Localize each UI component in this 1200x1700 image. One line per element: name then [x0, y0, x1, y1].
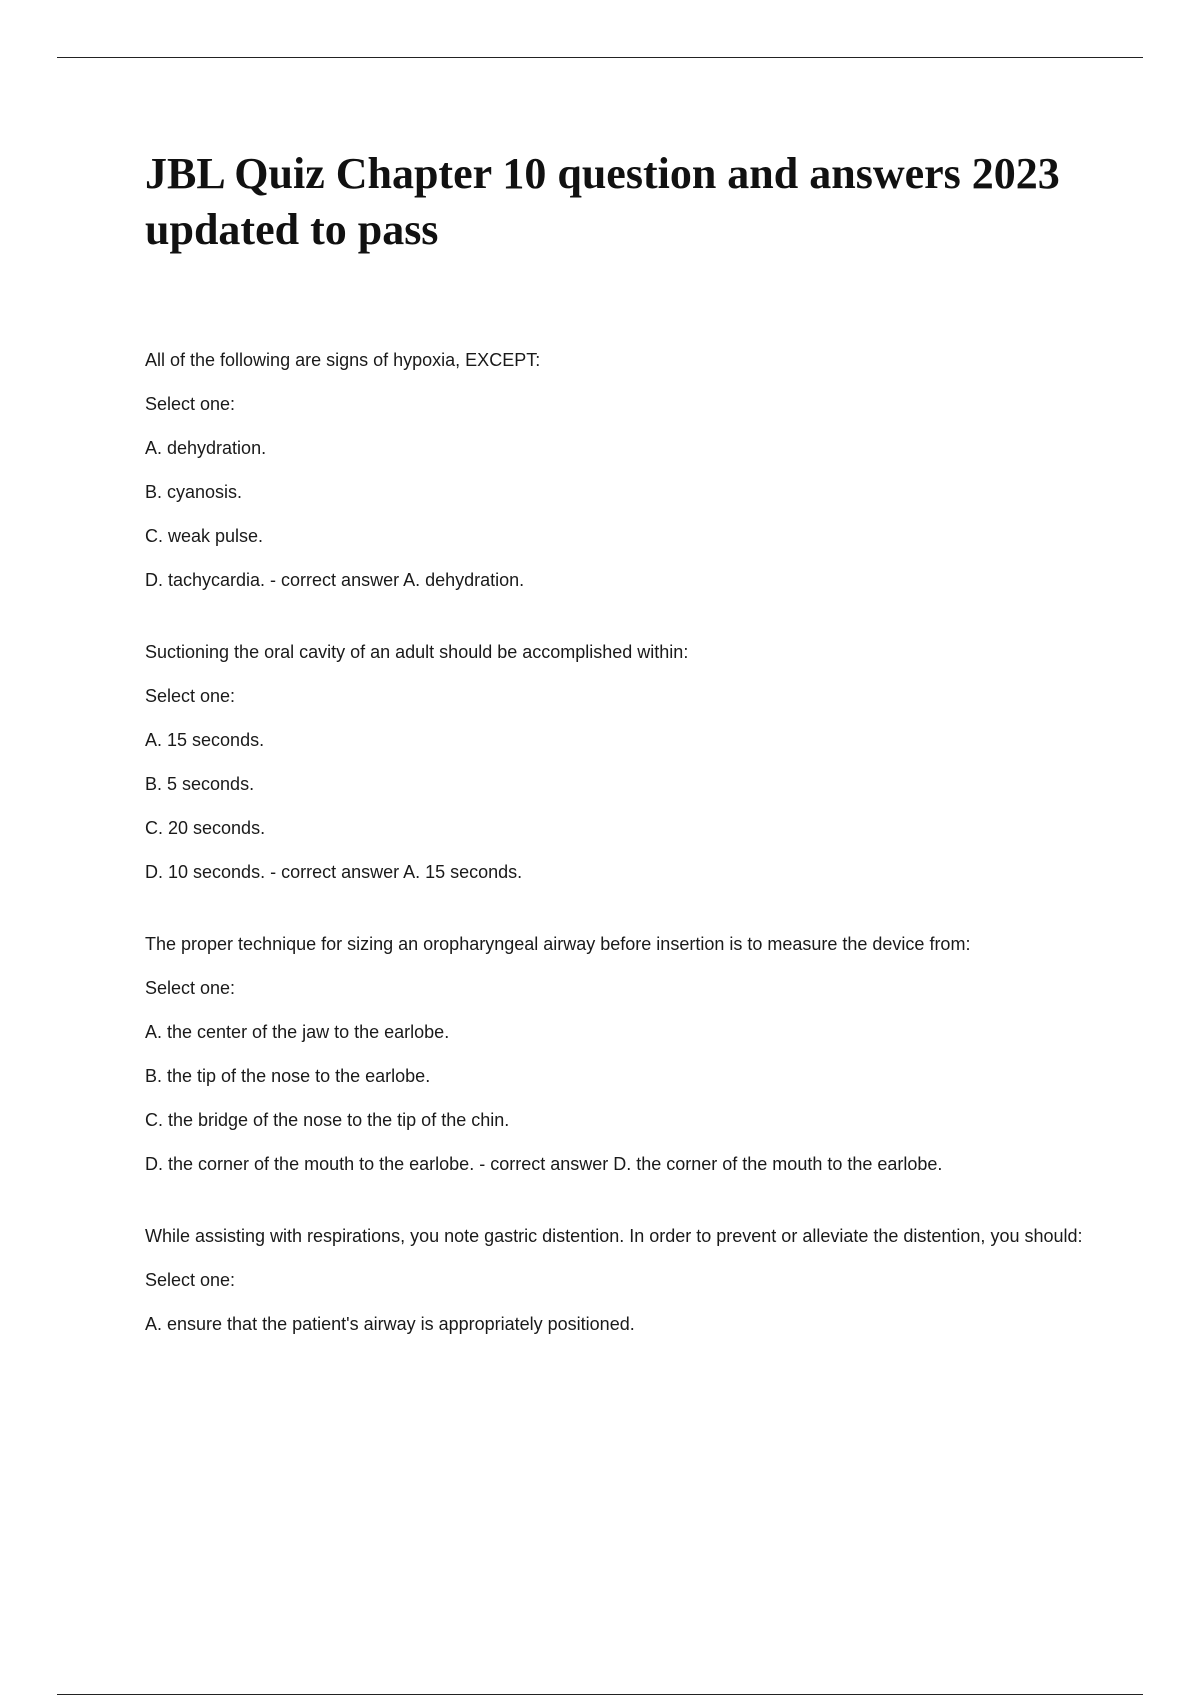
question-stem: All of the following are signs of hypoxia, EXCEPT: [145, 350, 541, 370]
question-stem: The proper technique for sizing an oropharyngeal airway before insertion is to measure the device from: [145, 934, 971, 954]
answer-option: B. 5 seconds. [145, 774, 255, 794]
question-3 [145, 930, 1105, 1178]
question-2 [145, 638, 1105, 886]
answer-option: B. cyanosis. [145, 482, 243, 502]
answer-option: C. the bridge of the nose to the tip of the chin. [145, 1110, 510, 1130]
select-one-prompt: Select one: [145, 394, 236, 414]
select-one-prompt: Select one: [145, 686, 236, 706]
question-list [145, 346, 1105, 1338]
question-stem: While assisting with respirations, you note gastric distention. In order to prevent or alleviate the distention, you should: [145, 1226, 1083, 1246]
select-one-prompt: Select one: [145, 978, 236, 998]
question-1 [145, 346, 1105, 594]
top-rule [57, 57, 1143, 58]
document-title: JBL Quiz Chapter 10 question and answers 2023 updated to pass [145, 149, 1060, 254]
answer-option: C. 20 seconds. [145, 818, 266, 838]
bottom-rule [57, 1694, 1143, 1695]
answer-option: A. the center of the jaw to the earlobe. [145, 1022, 450, 1042]
answer-option: D. tachycardia. - correct answer A. dehydration. [145, 570, 525, 590]
answer-option: D. the corner of the mouth to the earlobe. - correct answer D. the corner of the mouth to the earlobe. [145, 1154, 943, 1174]
answer-option: C. weak pulse. [145, 526, 264, 546]
question-stem: Suctioning the oral cavity of an adult should be accomplished within: [145, 642, 689, 662]
answer-option: A. 15 seconds. [145, 730, 265, 750]
document-body [145, 146, 1105, 1382]
answer-option: A. ensure that the patient's airway is appropriately positioned. [145, 1314, 635, 1334]
select-one-prompt: Select one: [145, 1270, 236, 1290]
answer-option: D. 10 seconds. - correct answer A. 15 seconds. [145, 862, 523, 882]
question-4 [145, 1222, 1105, 1338]
answer-option: A. dehydration. [145, 438, 267, 458]
answer-option: B. the tip of the nose to the earlobe. [145, 1066, 431, 1086]
